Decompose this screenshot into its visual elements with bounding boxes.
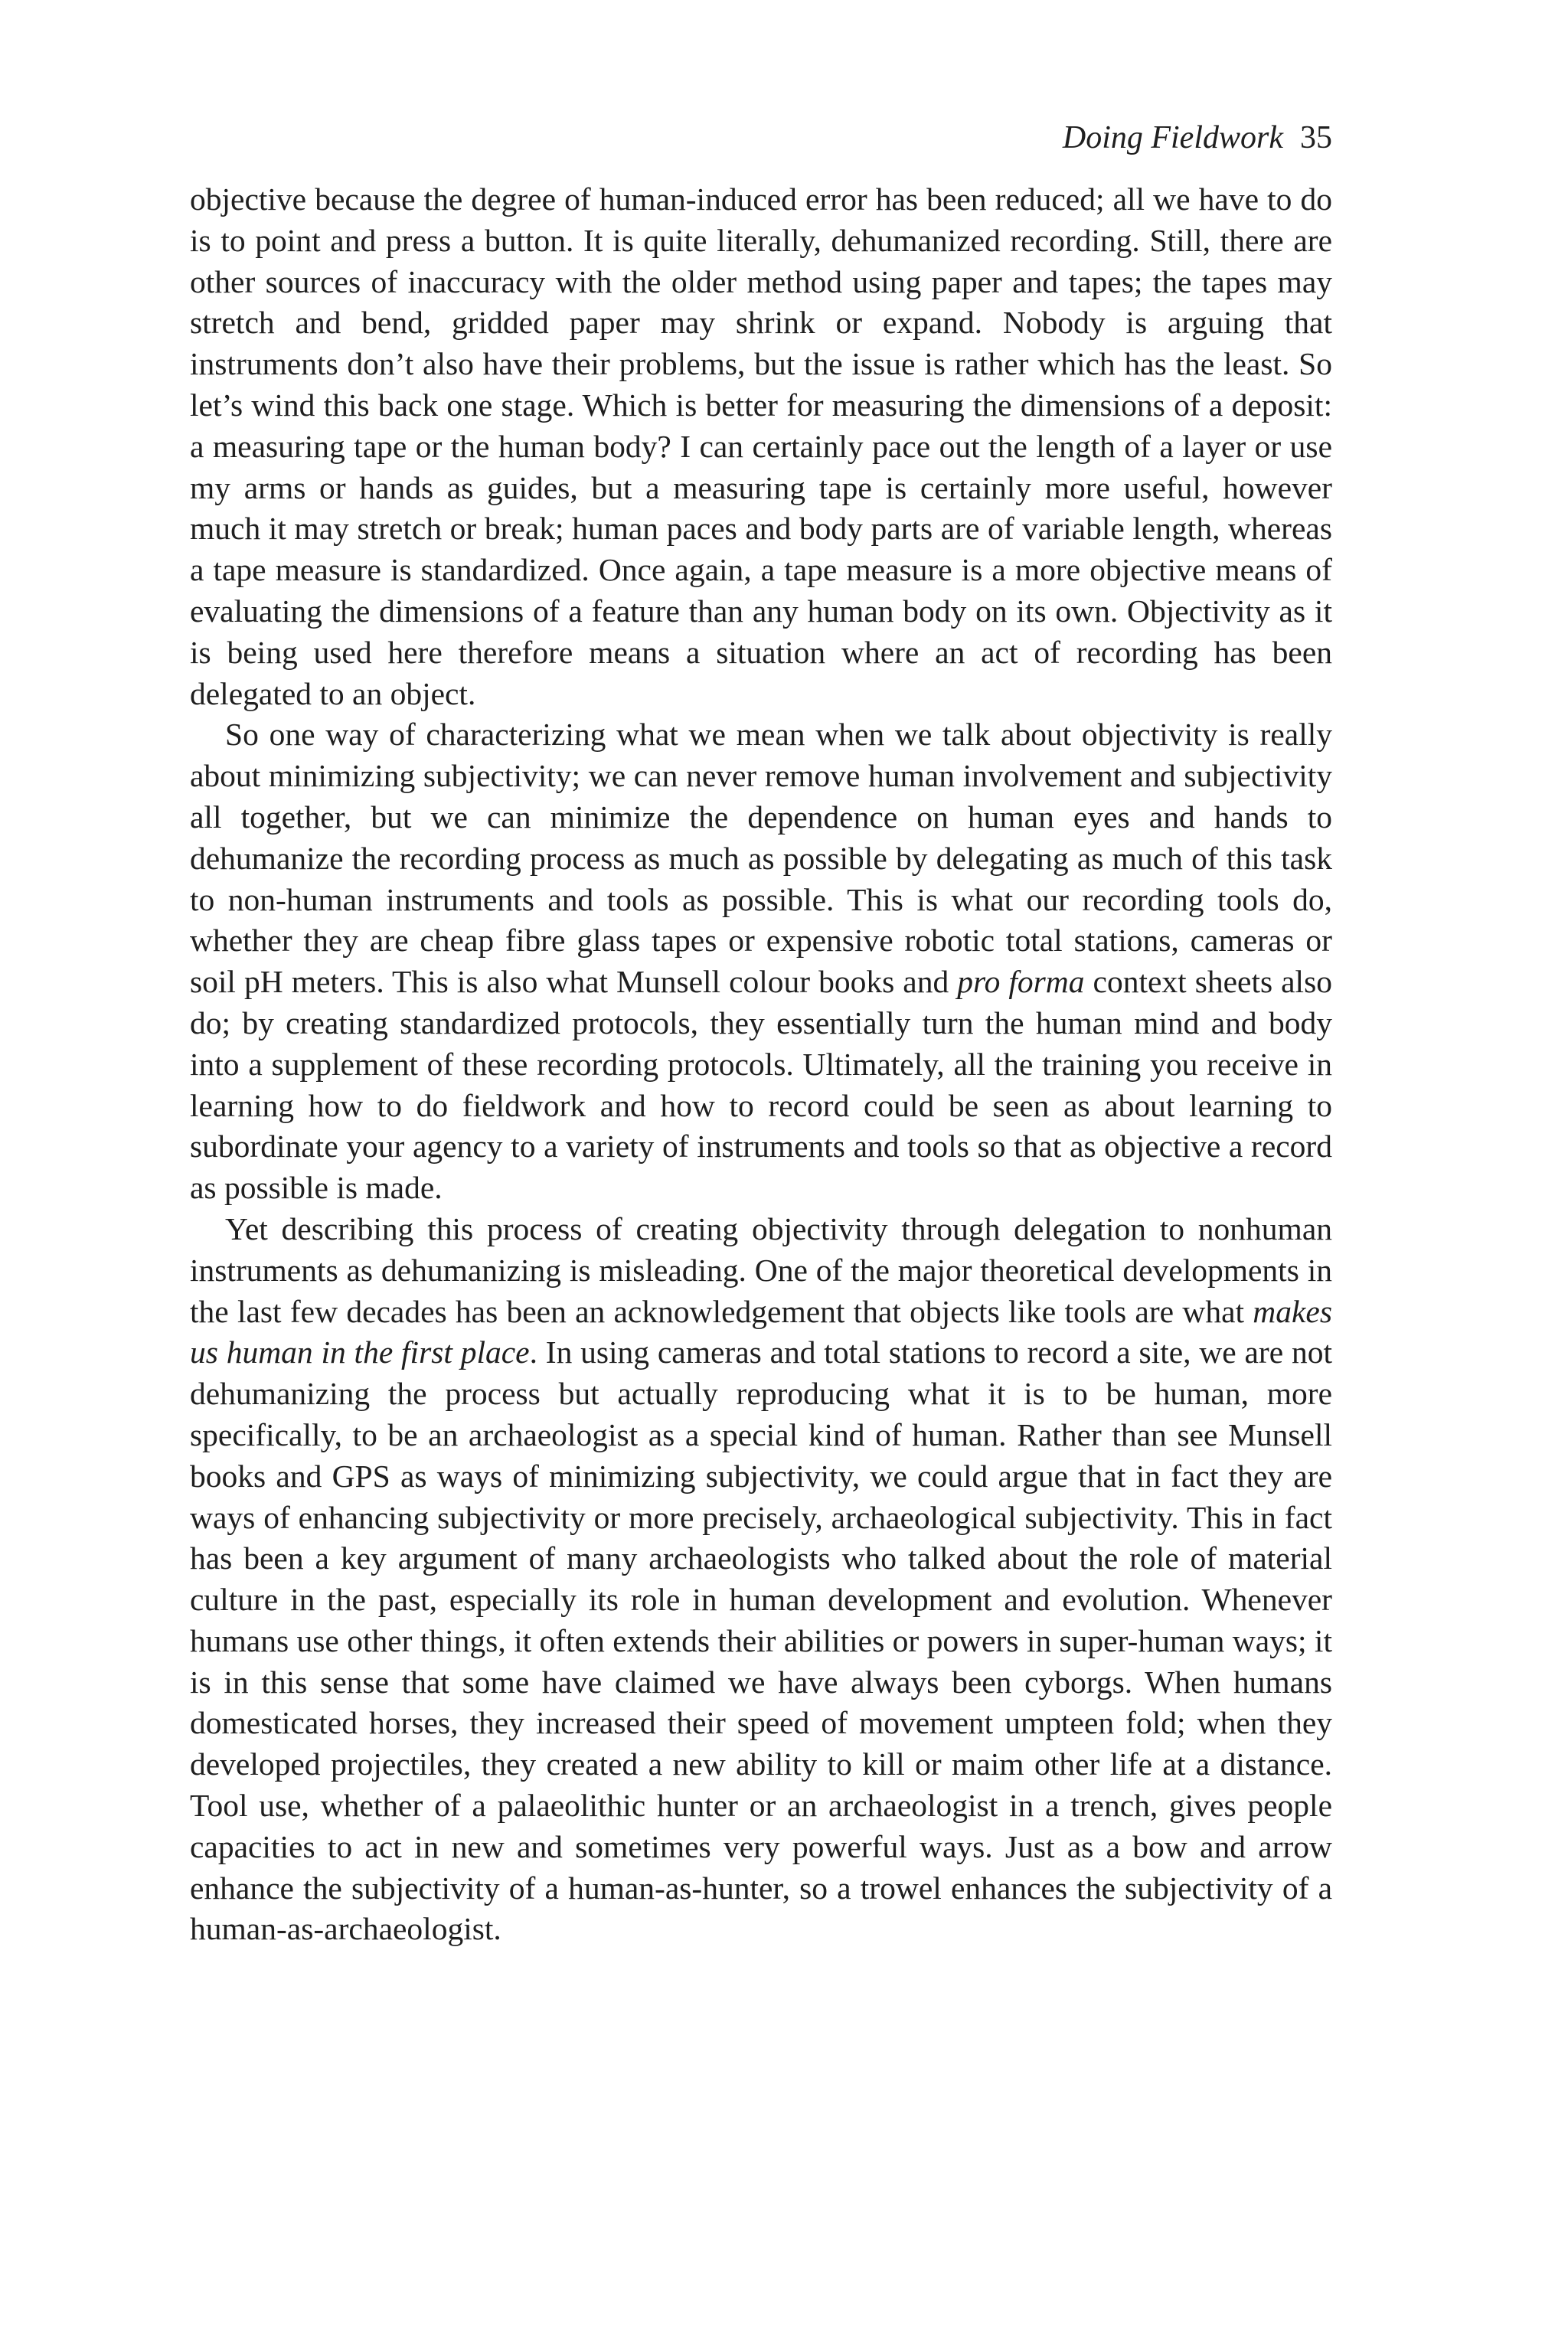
italic-phrase-pro-forma: pro forma xyxy=(957,964,1085,1000)
paragraph-3-text-end: . In using cameras and total stations to record a site, we are not dehumanizing the process but actually reproducing what it is to be human, more specifically, to be an archaeologist as a special kind of human. Rather than see Munsell books and GPS as ways of minimizing subjectivity, we could argue that in fact they are ways of enhancing subjectivity or more precisely, archaeological subjectivity. This in fact has been a key argument of many archaeologists who talked about the role of material culture in the past, especially its role in human development and evolution. Whenever humans use other things, it often extends their abilities or powers in super-human ways; it is in this sense that some have claimed we have always been cyborgs. When humans domesticated horses, they increased their speed of movement umpteen fold; when they developed projectiles, they created a new ability to kill or maim other life at a distance. Tool use, whether of a palaeolithic hunter or an archaeologist in a trench, gives people capacities to act in new and sometimes very powerful ways. Just as a bow and arrow enhance the subjectivity of a human-as-hunter, so a trowel enhances the subjectivity of a human-as-archaeologist. xyxy=(190,1334,1332,1947)
book-page xyxy=(190,116,1332,2260)
paragraph-1 xyxy=(190,179,1332,714)
body-text xyxy=(190,179,1332,1950)
paragraph-2-text-start: So one way of characterizing what we mean when we talk about objectivity is really about minimizing subjectivity; we can never remove human involvement and subjectivity all together, but we can minimize the dependence on human eyes and hands to dehumanize the recording process as much as possible by delegating as much of this task to non-human instruments and tools as possible. This is what our recording tools do, whether they are cheap fibre glass tapes or expensive robotic total stations, cameras or soil pH meters. This is also what Munsell colour books and xyxy=(190,717,1332,1000)
paragraph-3 xyxy=(190,1209,1332,1950)
paragraph-2-text-end: context sheets also do; by creating standardized protocols, they essentially turn the human mind and body into a supplement of these recording protocols. Ultimately, all the training you receive in learning how to do fieldwork and how to record could be seen as about learning to subordinate your agency to a variety of instruments and tools so that as objective a record as possible is made. xyxy=(190,964,1332,1206)
paragraph-3-text-start: Yet describing this process of creating objectivity through delegation to nonhuman instruments as dehumanizing is misleading. One of the major theoretical developments in the last few decades has been an acknowledgement that objects like tools are what xyxy=(190,1210,1332,1329)
running-head xyxy=(190,116,1332,159)
paragraph-1-text: objective because the degree of human-induced error has been reduced; all we have to do is to point and press a button. It is quite literally, dehumanized recording. Still, there are other sources of inaccuracy with the older method using paper and tapes; the tapes may stretch and bend, gridded paper may shrink or expand. Nobody is arguing that instruments don’t also have their problems, but the issue is rather which has the least. So let’s wind this back one stage. Which is better for measuring the dimensions of a deposit: a measuring tape or the human body? I can certainly pace out the length of a layer or use my arms or hands as guides, but a measuring tape is certainly more useful, however much it may stretch or break; human paces and body parts are of variable length, whereas a tape measure is standardized. Once again, a tape measure is a more objective means of evaluating the dimensions of a feature than any human body on its own. Objectivity as it is being used here therefore means a situation where an act of recording has been delegated to an object. xyxy=(190,181,1332,711)
running-head-title: Doing Fieldwork xyxy=(1062,120,1283,155)
page-number: 35 xyxy=(1300,120,1332,155)
italic-phrase-makes-us-human: makes us human in the first place xyxy=(190,1293,1332,1370)
paragraph-2 xyxy=(190,714,1332,1209)
